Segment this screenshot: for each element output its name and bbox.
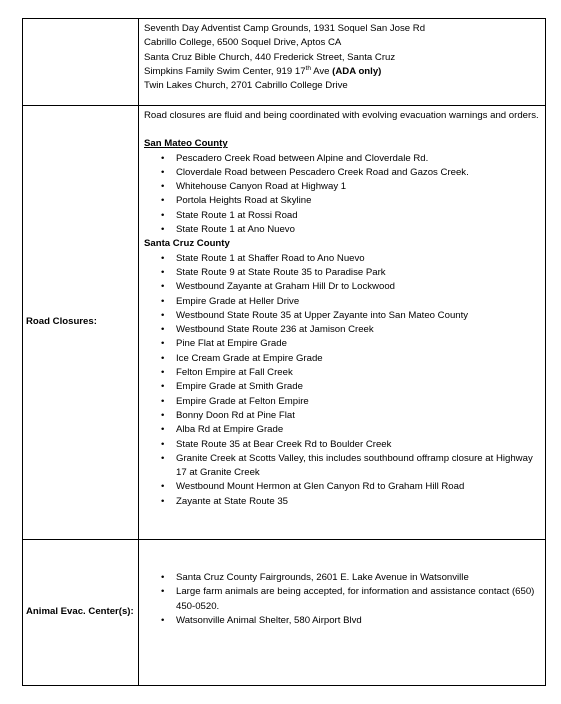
list-item [144, 452, 539, 481]
bullet-icon: • [161, 209, 165, 221]
shelter-text: Ave [310, 65, 333, 77]
list-item-text: Westbound Mount Hermon at Glen Canyon Rd to Graham Hill Road [176, 481, 465, 493]
list-item-text: Ice Cream Grade at Empire Grade [176, 352, 323, 364]
bullet-icon: • [161, 195, 165, 207]
list-item-text: State Route 1 at Shaffer Road to Ano Nuevo [176, 252, 365, 264]
list-item-text: Pescadero Creek Road between Alpine and Cloverdale Rd. [176, 152, 429, 164]
list-item-text: Large farm animals are being accepted, for information and assistance contact (650) 450-0520. [176, 586, 535, 612]
list-item [144, 380, 539, 394]
list-item [144, 252, 539, 266]
bullet-icon: • [161, 166, 165, 178]
bullet-icon: • [161, 309, 165, 321]
list-item-text: Cloverdale Road between Pescadero Creek Road and Gazos Creek. [176, 166, 469, 178]
list-item-text: Santa Cruz County Fairgrounds, 2601 E. Lake Avenue in Watsonville [176, 572, 469, 583]
bullet-icon: • [161, 438, 165, 450]
shelter-line: Santa Cruz Bible Church, 440 Frederick Street, Santa Cruz [144, 51, 396, 63]
road-closures-label: Road Closures: [23, 106, 139, 540]
animal-evac-row [23, 540, 546, 686]
bullet-icon: • [161, 324, 165, 336]
bullet-icon: • [161, 424, 165, 436]
animal-evac-list [144, 571, 539, 628]
list-item [144, 337, 539, 351]
list-item-text: Empire Grade at Heller Drive [176, 295, 300, 307]
list-item [144, 438, 539, 452]
list-item [144, 495, 539, 509]
list-item [144, 395, 539, 409]
list-item-text: Westbound State Route 35 at Upper Zayante into San Mateo County [176, 309, 469, 321]
list-item [144, 309, 539, 323]
list-item [144, 585, 539, 614]
shelter-text: Simpkins Family Swim Center, 919 17 [144, 65, 306, 77]
list-item-text: Felton Empire at Fall Creek [176, 367, 293, 379]
road-closures-row [23, 106, 546, 540]
bullet-icon: • [161, 614, 165, 626]
list-item [144, 323, 539, 337]
shelter-line-ada [144, 65, 539, 79]
list-item-text: Alba Rd at Empire Grade [176, 424, 284, 436]
list-item [144, 266, 539, 280]
list-item-text: Zayante at State Route 35 [176, 495, 289, 507]
list-item [144, 152, 539, 166]
bullet-icon: • [161, 252, 165, 264]
bullet-icon: • [161, 224, 165, 236]
shelter-line: Cabrillo College, 6500 Soquel Drive, Aptos CA [144, 37, 342, 49]
bullet-icon: • [161, 181, 165, 193]
list-item [144, 571, 539, 585]
list-item-text: State Route 1 at Ano Nuevo [176, 224, 295, 236]
list-item [144, 614, 539, 628]
list-item [144, 366, 539, 380]
list-item-text: Westbound State Route 236 at Jamison Creek [176, 324, 374, 336]
list-item-text: Portola Heights Road at Skyline [176, 195, 312, 207]
info-table [22, 18, 546, 686]
road-closures-content [139, 106, 546, 540]
bullet-icon: • [161, 281, 165, 293]
bullet-icon: • [161, 367, 165, 379]
bullet-icon: • [161, 338, 165, 350]
san-mateo-heading: San Mateo County [144, 138, 228, 150]
shelter-line: Twin Lakes Church, 2701 Cabrillo College Drive [144, 80, 348, 92]
list-item [144, 409, 539, 423]
list-item [144, 352, 539, 366]
list-item-text: Whitehouse Canyon Road at Highway 1 [176, 181, 347, 193]
list-item-text: Bonny Doon Rd at Pine Flat [176, 409, 295, 421]
list-item [144, 223, 539, 237]
animal-evac-label: Animal Evac. Center(s): [23, 540, 139, 686]
shelters-content-cell [139, 19, 546, 106]
ordinal-suffix: th [305, 64, 311, 72]
list-item-text: Westbound Zayante at Graham Hill Dr to Lockwood [176, 281, 395, 293]
list-item-text: Granite Creek at Scotts Valley, this includes southbound offramp closure at Highway 17 at Granite Creek [176, 452, 533, 479]
bullet-icon: • [161, 152, 165, 164]
list-item [144, 180, 539, 194]
bullet-icon: • [161, 395, 165, 407]
list-item [144, 280, 539, 294]
list-item [144, 194, 539, 208]
list-item-text: State Route 9 at State Route 35 to Paradise Park [176, 266, 386, 278]
list-item [144, 423, 539, 437]
list-item [144, 166, 539, 180]
road-closures-intro: Road closures are fluid and being coordinated with evolving evacuation warnings and orders. [144, 110, 539, 121]
list-item [144, 480, 539, 494]
list-item-text: Empire Grade at Smith Grade [176, 381, 303, 393]
list-item-text: State Route 1 at Rossi Road [176, 209, 298, 221]
bullet-icon: • [161, 586, 165, 598]
santa-cruz-heading: Santa Cruz County [144, 238, 230, 250]
bullet-icon: • [161, 409, 165, 421]
bullet-icon: • [161, 266, 165, 278]
list-item-text: Watsonville Animal Shelter, 580 Airport Blvd [176, 614, 362, 626]
bullet-icon: • [161, 572, 165, 583]
shelters-row [23, 19, 546, 106]
bullet-icon: • [161, 495, 165, 507]
san-mateo-closure-list [144, 152, 539, 238]
shelter-line: Seventh Day Adventist Camp Grounds, 1931 Soquel San Jose Rd [144, 23, 426, 34]
bullet-icon: • [161, 381, 165, 393]
list-item [144, 295, 539, 309]
bullet-icon: • [161, 481, 165, 493]
list-item-text: State Route 35 at Bear Creek Rd to Boulder Creek [176, 438, 392, 450]
list-item-text: Pine Flat at Empire Grade [176, 338, 287, 350]
animal-evac-content [139, 540, 546, 686]
shelters-label-cell [23, 19, 139, 106]
bullet-icon: • [161, 452, 165, 464]
santa-cruz-closure-list [144, 252, 539, 509]
ada-note: (ADA only) [332, 65, 382, 77]
bullet-icon: • [161, 352, 165, 364]
list-item [144, 209, 539, 223]
bullet-icon: • [161, 295, 165, 307]
list-item-text: Empire Grade at Felton Empire [176, 395, 309, 407]
